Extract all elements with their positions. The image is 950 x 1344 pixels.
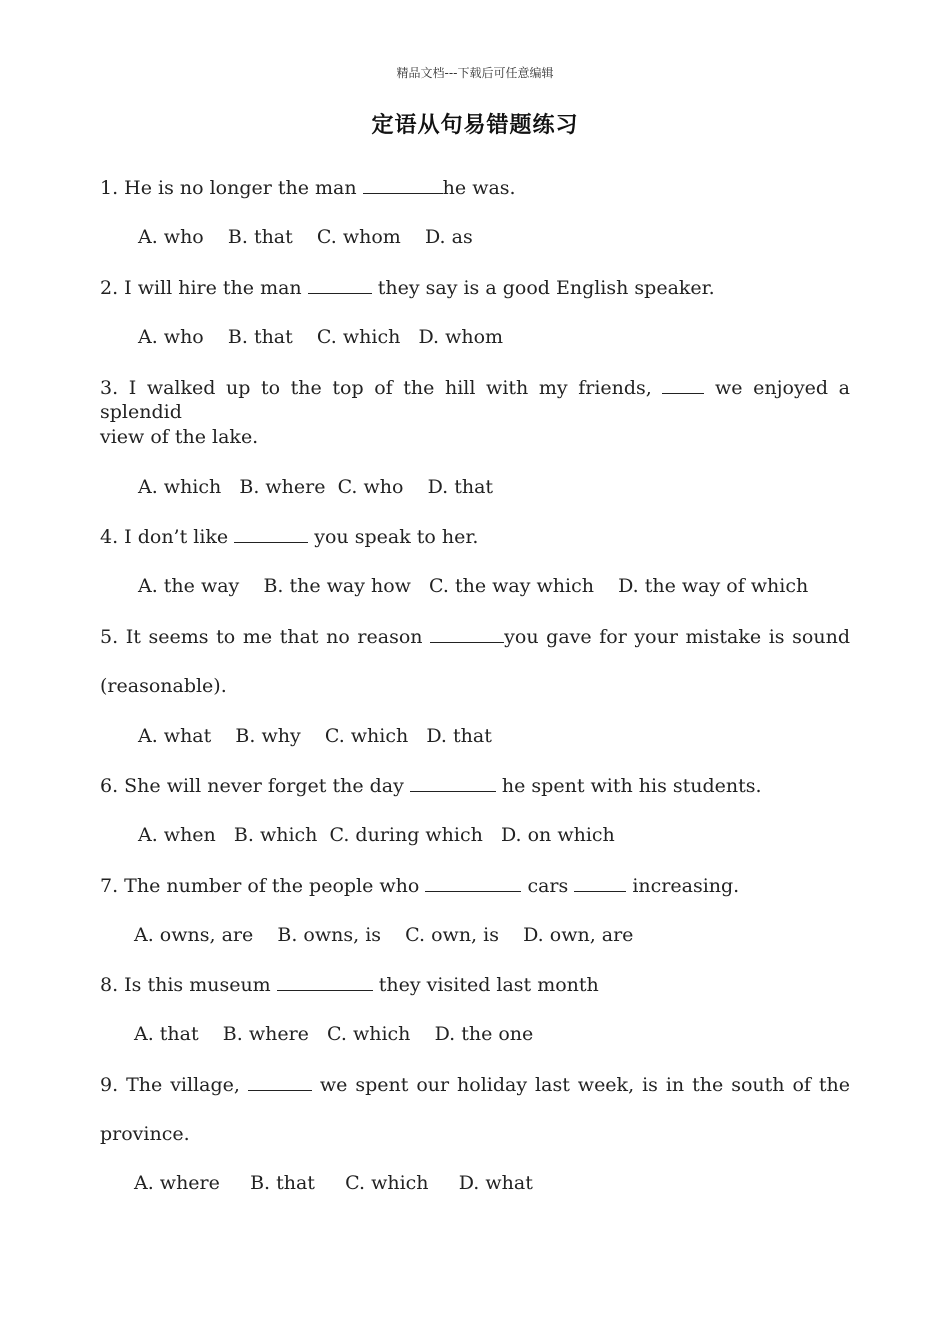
- question-7-options: A. owns, are B. owns, is C. own, is D. own, are: [134, 924, 634, 946]
- question-3: 3. I walked up to the top of the hill with my friends, we enjoyed a splendid: [100, 377, 851, 423]
- page-title: 定语从句易错题练习: [371, 113, 579, 138]
- answer-blank[interactable]: [574, 873, 626, 892]
- answer-blank[interactable]: [308, 275, 372, 294]
- question-7: 7. The number of the people who cars increasing.: [100, 875, 740, 897]
- answer-blank[interactable]: [662, 375, 704, 394]
- answer-blank[interactable]: [363, 175, 443, 194]
- question-4-options: A. the way B. the way how C. the way which D. the way of which: [138, 575, 809, 597]
- question-5-continued: (reasonable).: [100, 675, 227, 697]
- question-5-options: A. what B. why C. which D. that: [138, 725, 492, 747]
- answer-blank[interactable]: [410, 773, 496, 792]
- answer-blank[interactable]: [234, 524, 308, 543]
- question-3-options: A. which B. where C. who D. that: [138, 476, 494, 498]
- question-8-options: A. that B. where C. which D. the one: [134, 1023, 534, 1045]
- question-6-options: A. when B. which C. during which D. on which: [138, 824, 615, 846]
- question-9-options: A. where B. that C. which D. what: [134, 1172, 533, 1194]
- page-header: 精品文档---下载后可任意编辑: [396, 66, 554, 80]
- answer-blank[interactable]: [277, 972, 373, 991]
- answer-blank[interactable]: [425, 873, 521, 892]
- question-6: 6. She will never forget the day he spent with his students.: [100, 775, 762, 797]
- question-2-options: A. who B. that C. which D. whom: [138, 326, 504, 348]
- question-4: 4. I don’t like you speak to her.: [100, 526, 479, 548]
- question-8: 8. Is this museum they visited last month: [100, 974, 599, 996]
- question-2: 2. I will hire the man they say is a good English speaker.: [100, 277, 715, 299]
- answer-blank[interactable]: [248, 1072, 312, 1091]
- question-9-continued: province.: [100, 1123, 190, 1145]
- question-1: 1. He is no longer the man he was.: [100, 177, 516, 199]
- question-9: 9. The village, we spent our holiday last week, is in the south of the: [100, 1074, 851, 1096]
- question-5: 5. It seems to me that no reason you gave for your mistake is sound: [100, 626, 850, 648]
- question-1-options: A. who B. that C. whom D. as: [138, 226, 473, 248]
- answer-blank[interactable]: [430, 624, 504, 643]
- question-3-continued: view of the lake.: [100, 426, 259, 448]
